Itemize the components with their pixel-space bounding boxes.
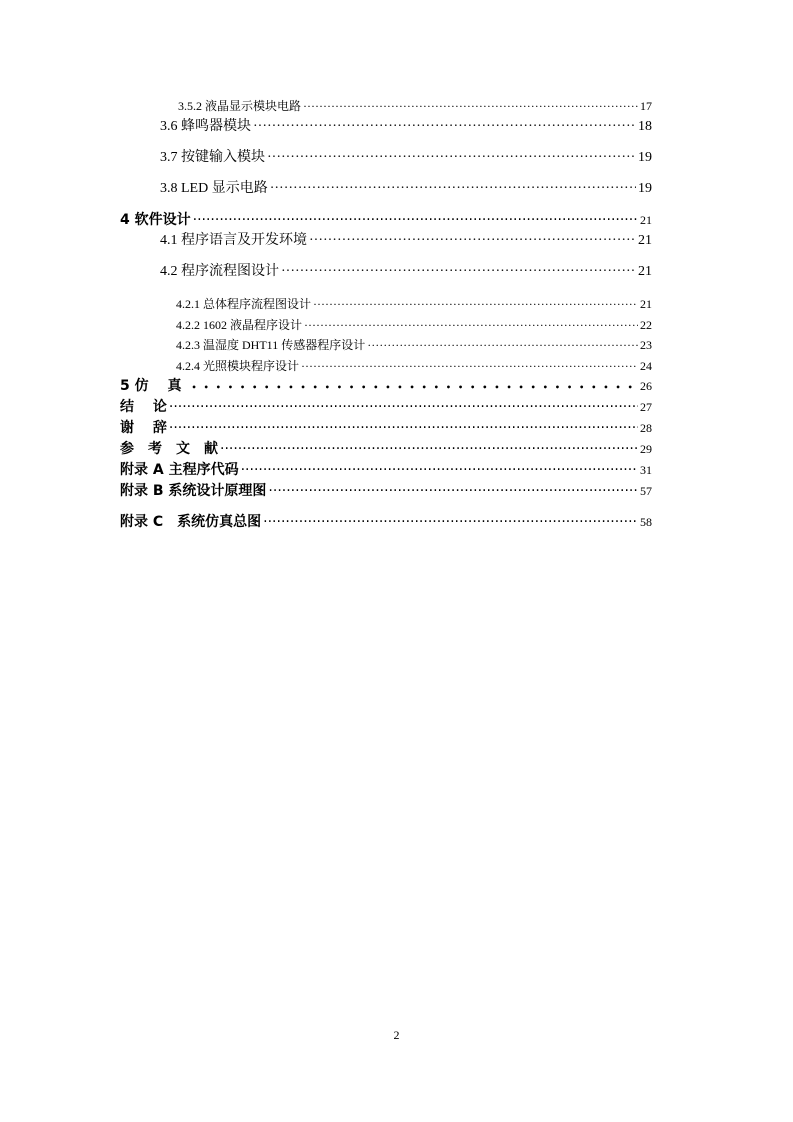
toc-entry-label: 4.2.1 总体程序流程图设计: [176, 297, 312, 311]
toc-entry-4-1[interactable]: [160, 232, 652, 250]
toc-entry-page: 24: [640, 359, 652, 373]
toc-leader-dots: [253, 118, 636, 136]
toc-entry-page: 18: [638, 119, 652, 134]
toc-entry-4-2-1[interactable]: [176, 295, 652, 313]
page-number: 2: [393, 1028, 400, 1042]
toc-entry-acknowledgements[interactable]: [120, 419, 652, 437]
toc-entry-page: 22: [640, 318, 652, 332]
toc-entry-label: 结 论: [120, 399, 167, 415]
toc-entry-page: 17: [640, 99, 652, 113]
toc-leader-dots: [169, 398, 638, 416]
toc-entry-page: 19: [638, 150, 652, 165]
toc-entry-3-5-2[interactable]: [178, 97, 652, 115]
toc-entry-page: 23: [640, 338, 652, 352]
toc-entry-4-2-4[interactable]: [176, 357, 652, 375]
toc-entry-references[interactable]: [120, 440, 652, 458]
toc-entry-conclusion[interactable]: [120, 398, 652, 416]
toc-entry-page: 21: [638, 264, 652, 279]
toc-leader-dots: [281, 263, 636, 281]
toc-entry-label: 附录 C 系统仿真总图: [120, 514, 262, 530]
toc-entry-page: 58: [640, 515, 652, 529]
toc-entry-3-7[interactable]: [160, 149, 652, 167]
toc-entry-page: 19: [638, 181, 652, 196]
toc-entry-label: 3.7 按键输入模块: [160, 150, 265, 165]
toc-entry-page: 21: [640, 213, 652, 227]
toc-entry-label: 谢 辞: [120, 420, 167, 436]
toc-leader-dots: [220, 440, 638, 458]
toc-entry-page: 27: [640, 400, 652, 414]
toc-entry-4[interactable]: [120, 211, 652, 229]
toc-entry-3-6[interactable]: [160, 118, 652, 136]
toc-leader-dots: [241, 461, 638, 479]
toc-entry-label: 4.1 程序语言及开发环境: [160, 233, 307, 248]
toc-entry-appendix-a[interactable]: [120, 461, 652, 479]
toc-entry-5[interactable]: [120, 377, 652, 397]
toc-leader-dots: [367, 336, 638, 354]
toc-entry-4-2-2[interactable]: [176, 316, 652, 334]
toc-entry-label: 附录 B 系统设计原理图: [120, 483, 267, 499]
toc-entry-label: 3.8 LED 显示电路: [160, 181, 268, 196]
toc-leader-dots: [169, 419, 638, 437]
toc-entry-label: 3.6 蜂鸣器模块: [160, 119, 251, 134]
toc-entry-label: 5 仿 真: [120, 378, 182, 394]
toc-leader-dots: [303, 97, 638, 115]
toc-entry-4-2[interactable]: [160, 263, 652, 281]
toc-leader-dots: [301, 357, 638, 375]
toc-leader-dots: [304, 316, 638, 334]
toc-leader-dots: [267, 149, 636, 167]
toc-entry-label: 参 考 文 献: [120, 441, 218, 457]
toc-entry-page: 21: [640, 297, 652, 311]
toc-entry-label: 4.2.2 1602 液晶程序设计: [176, 318, 303, 332]
toc-entry-appendix-c[interactable]: [120, 513, 652, 531]
toc-entry-page: 28: [640, 421, 652, 435]
toc-entry-page: 21: [638, 233, 652, 248]
toc-leader-dots: [263, 513, 638, 531]
toc-entry-label: 4.2 程序流程图设计: [160, 264, 279, 279]
toc-entry-4-2-3[interactable]: [176, 336, 652, 354]
toc-entry-page: 57: [640, 484, 652, 498]
toc-entry-3-8[interactable]: [160, 180, 652, 198]
toc-entry-label: 4.2.4 光照模块程序设计: [176, 359, 300, 373]
toc-leader-dots: [268, 482, 638, 500]
toc-entry-label: 附录 A 主程序代码: [120, 462, 239, 478]
toc-entry-page: 29: [640, 442, 652, 456]
toc-entry-page: 26: [640, 379, 652, 393]
toc-leader-dots: [193, 211, 638, 229]
toc-leader-dots: [309, 232, 636, 250]
toc-leader-dots: [313, 295, 638, 313]
toc-entry-appendix-b[interactable]: [120, 482, 652, 500]
toc-entry-label: 4 软件设计: [120, 212, 191, 228]
toc-leader-dots: [270, 180, 636, 198]
toc-entry-label: 4.2.3 温湿度 DHT11 传感器程序设计: [176, 338, 366, 352]
toc-entry-page: 31: [640, 463, 652, 477]
toc-leader-bullets: [192, 379, 633, 397]
toc-entry-label: 3.5.2 液晶显示模块电路: [178, 99, 302, 113]
